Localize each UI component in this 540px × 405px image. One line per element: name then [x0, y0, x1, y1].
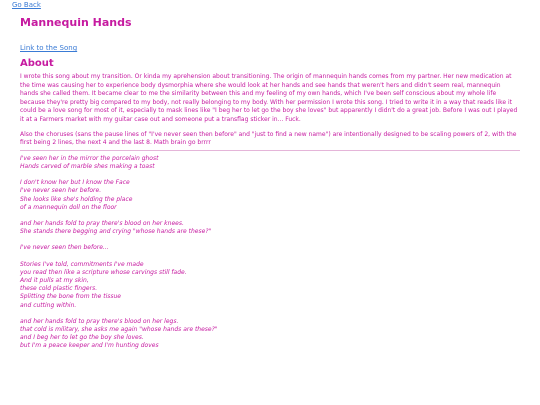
lyric-line: of a mannequin doll on the floor	[20, 203, 117, 211]
lyrics-stanza	[20, 155, 520, 171]
about-paragraph-2: Also the choruses (sans the pause lines of "I've never seen then before" and "just to find a new name") are intentionally designed to be scaling powers of 2, with the first being 2 lines, the next 4 and the last 8. Math brain go brrrr	[20, 130, 517, 147]
lyric-line: She looks like she's holding the place	[20, 195, 133, 203]
lyrics-stanza	[20, 318, 520, 351]
lyric-line: I've never seen then before...	[20, 244, 109, 252]
lyric-line: Splitting the bone from the tissue	[20, 293, 121, 301]
page-title: Mannequin Hands	[20, 16, 132, 29]
page-content	[20, 14, 520, 359]
lyrics-section	[20, 155, 520, 351]
lyrics-stanza	[20, 220, 520, 236]
lyric-line: I've never seen her before.	[20, 187, 102, 195]
song-link[interactable]: Link to the Song	[20, 44, 78, 52]
lyric-line: and her hands fold to pray there's blood on her knees.	[20, 219, 184, 227]
lyric-line: these cold plastic fingers.	[20, 285, 98, 293]
lyric-line: and her hands fold to pray there's blood on her legs.	[20, 317, 179, 325]
lyric-line: and cutting within.	[20, 301, 77, 309]
lyrics-stanza	[20, 179, 520, 212]
lyric-line: you read then like a scripture whose carvings still fade.	[20, 268, 187, 276]
lyric-line: And it pulls at my skin,	[20, 276, 89, 284]
lyric-line: I've seen her in the mirror the porcelain ghost	[20, 154, 159, 162]
lyrics-stanza	[20, 261, 520, 310]
lyric-line: Stories I've told, commitments I've made	[20, 260, 144, 268]
about-section	[20, 73, 520, 148]
lyric-line: I don't know her but I know the Face	[20, 179, 130, 187]
lyric-line: but I'm a peace keeper and I'm hunting doves	[20, 342, 159, 350]
lyric-line: She stands there begging and crying "whose hands are these?"	[20, 228, 212, 236]
about-heading: About	[20, 58, 54, 69]
lyrics-stanza	[20, 244, 520, 252]
lyric-line: that cold is military, she asks me again "whose hands are these?"	[20, 326, 218, 333]
lyric-line: and I beg her to let go the boy she loves.	[20, 334, 144, 342]
about-paragraph-1: I wrote this song about my transition. Or kinda my aprehension about transitioning. The origin of mannequin hands comes from my partner. Her new medication at the time was causing her to experience body dysmorphia where she would look at her hands and see hands that weren't hers and didn't seem real, mannequin hands she called them. It became clear to me the similarity between this and my feeling of my own hands, which I've been self conscious about my whole life because they're pretty big compared to my body, not really belonging to my body. With her permission I wrote this song. I tried to write it in a way that reads like it could be a love song for most of it, especially to mask lines like "I beg her to let go the boy she loves" but apparently I didn't do a great job. Before I was out I played it at a Farmers market with my guitar case out and someone put a transflag sticker in... Fuck.	[20, 73, 518, 123]
lyric-line: Hands carved of marble shes making a toast	[20, 162, 155, 170]
section-divider	[20, 150, 520, 151]
go-back-link[interactable]: Go Back	[12, 1, 41, 9]
